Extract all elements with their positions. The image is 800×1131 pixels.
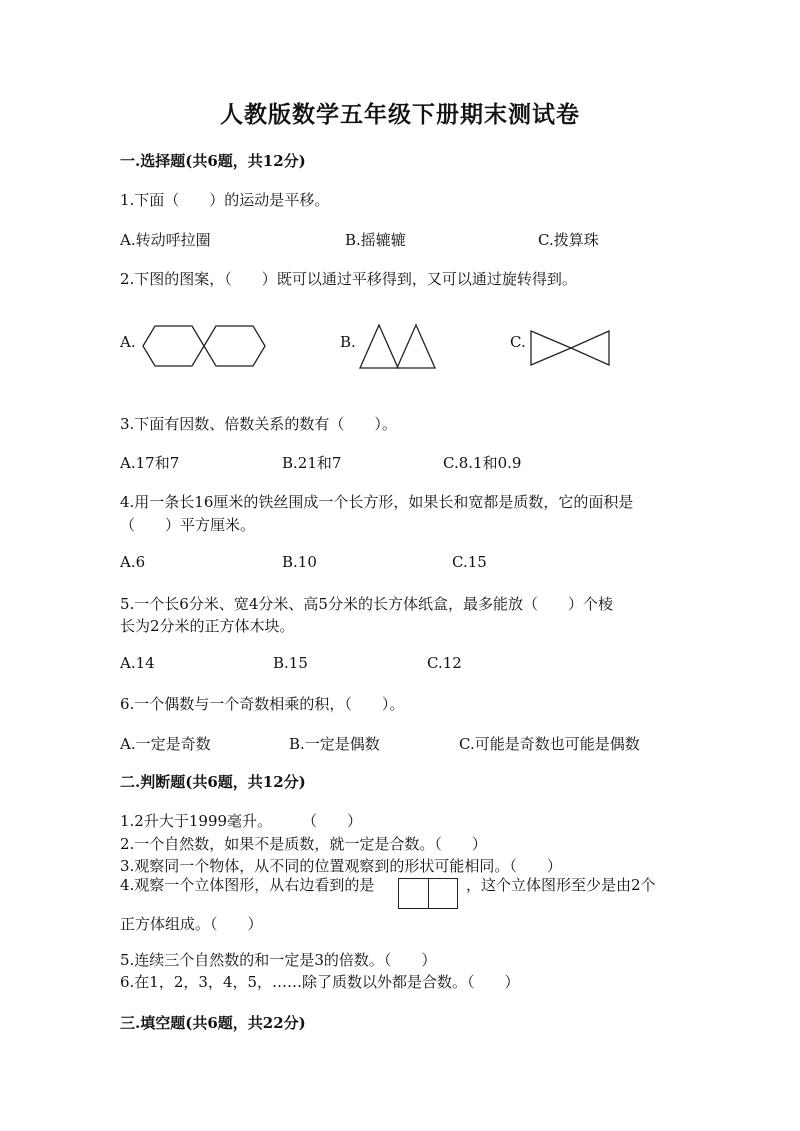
- tf-item-1: 1.2升大于1999毫升。 （ ）: [120, 812, 363, 830]
- double-triangle-figure: [358, 322, 436, 370]
- q1-option-b: B.摇辘辘: [345, 231, 406, 249]
- question-5: 5.一个长6分米、宽4分米、高5分米的长方体纸盒，最多能放（ ）个棱: [120, 595, 613, 613]
- q1-option-a: A.转动呼拉圈: [120, 231, 211, 249]
- q4-option-b: B.10: [282, 553, 317, 571]
- q3-option-b: B.21和7: [282, 454, 342, 472]
- question-3: 3.下面有因数、倍数关系的数有（ ）。: [120, 415, 397, 433]
- q5-option-c: C.12: [427, 654, 462, 672]
- q2-option-a: A.: [120, 333, 136, 351]
- two-square-view-figure: [398, 878, 458, 909]
- q6-option-b: B.一定是偶数: [289, 735, 380, 753]
- q4-option-a: A.6: [120, 553, 146, 571]
- section-heading-choice: 一.选择题(共6题，共12分): [120, 152, 306, 170]
- q5-option-b: B.15: [273, 654, 308, 672]
- tf-item-3: 3.观察同一个物体，从不同的位置观察到的形状可能相同。（ ）: [120, 857, 562, 875]
- q2-option-b: B.: [340, 333, 356, 351]
- question-5-continued: 长为2分米的正方体木块。: [120, 617, 295, 635]
- q1-option-c: C.拨算珠: [538, 231, 599, 249]
- q6-option-c: C.可能是奇数也可能是偶数: [459, 735, 640, 753]
- tf-item-4-continued: ，这个立体图形至少是由2个: [466, 876, 656, 894]
- q2-option-c: C.: [510, 333, 526, 351]
- q6-option-a: A.一定是奇数: [120, 735, 211, 753]
- q5-option-a: A.14: [120, 654, 155, 672]
- question-4: 4.用一条长16厘米的铁丝围成一个长方形，如果长和宽都是质数，它的面积是: [120, 493, 634, 511]
- question-2: 2.下图的图案，（ ）既可以通过平移得到，又可以通过旋转得到。: [120, 270, 577, 288]
- tf-item-5: 5.连续三个自然数的和一定是3的倍数。（ ）: [120, 951, 437, 969]
- tf-item-2: 2.一个自然数，如果不是质数，就一定是合数。（ ）: [120, 835, 487, 853]
- q4-option-c: C.15: [452, 553, 487, 571]
- bowtie-figure: [528, 328, 612, 368]
- q3-option-c: C.8.1和0.9: [443, 454, 522, 472]
- tf-item-4: 4.观察一个立体图形，从右边看到的是: [120, 876, 375, 894]
- question-6: 6.一个偶数与一个奇数相乘的积，（ ）。: [120, 695, 405, 713]
- tf-item-6: 6.在1，2，3，4，5，……除了质数以外都是合数。（ ）: [120, 973, 520, 991]
- tf-item-4-end: 正方体组成。（ ）: [120, 915, 263, 933]
- question-4-continued: （ ）平方厘米。: [120, 516, 256, 534]
- double-hexagon-figure: [140, 322, 268, 370]
- page-title: 人教版数学五年级下册期末测试卷: [220, 101, 580, 128]
- section-heading-fill-blank: 三.填空题(共6题，共22分): [120, 1014, 306, 1032]
- section-heading-true-false: 二.判断题(共6题，共12分): [120, 773, 306, 791]
- question-1: 1.下面（ ）的运动是平移。: [120, 191, 330, 209]
- q3-option-a: A.17和7: [120, 454, 180, 472]
